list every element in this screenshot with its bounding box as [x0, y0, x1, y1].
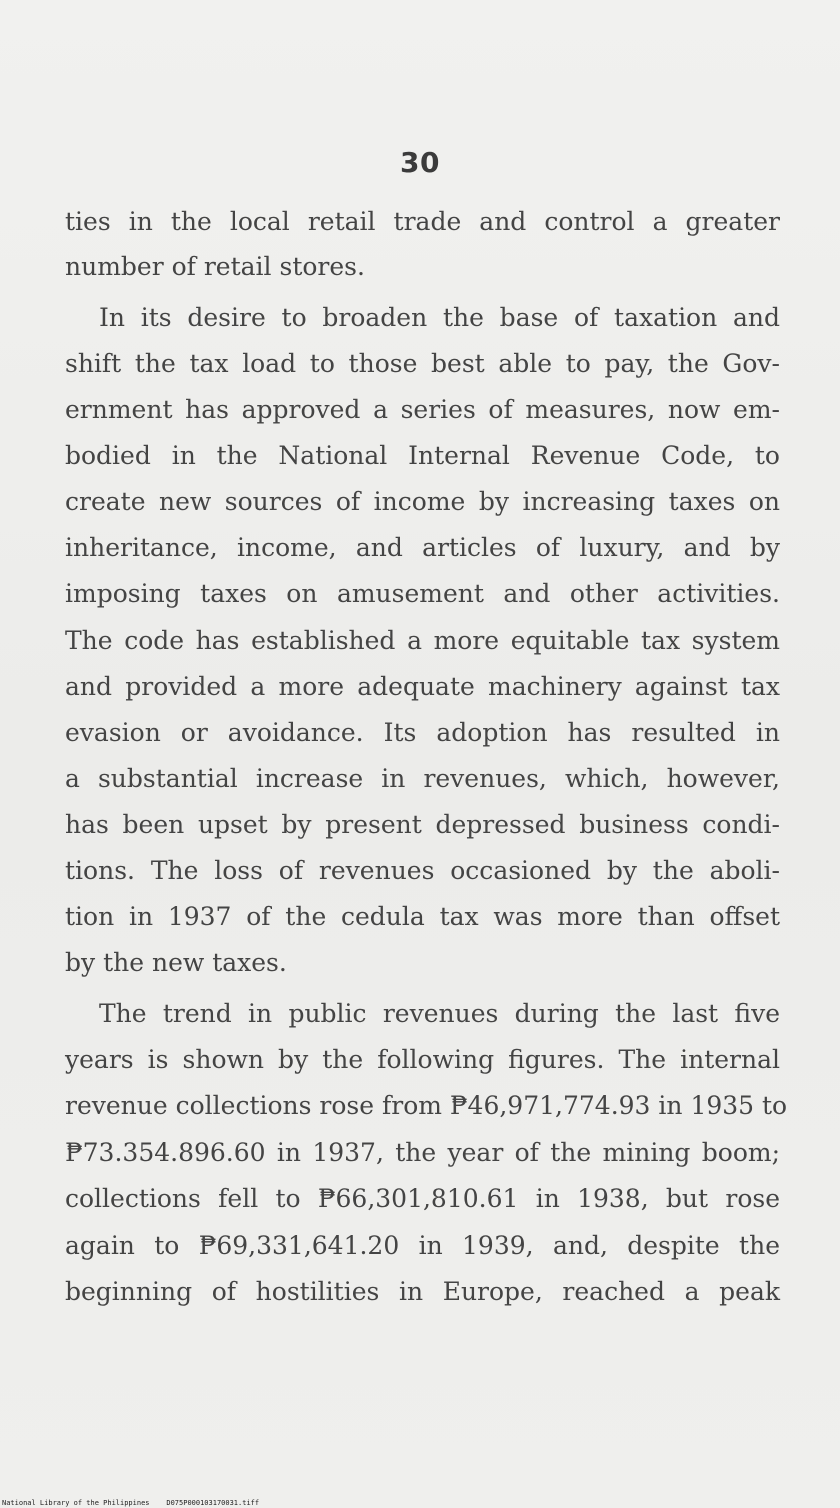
- text-line: revenue collections rose from ₱46,971,774.93 in 1935 to: [65, 1091, 788, 1120]
- text-line: tion in 1937 of the cedula tax was more than offset: [65, 902, 780, 931]
- text-line: bodied in the National Internal Revenue Code, to: [65, 441, 780, 470]
- text-line: again to ₱69,331,641.20 in 1939, and, despite the: [65, 1231, 780, 1260]
- text-line: ernment has approved a series of measures, now em-: [65, 395, 780, 424]
- text-line: and provided a more adequate machinery against tax: [65, 672, 780, 701]
- text-line: by the new taxes.: [65, 948, 287, 977]
- text-line: create new sources of income by increasing taxes on: [65, 487, 780, 516]
- text-line: shift the tax load to those best able to pay, the Gov-: [65, 349, 780, 378]
- text-line: inheritance, income, and articles of luxury, and by: [65, 533, 780, 562]
- text-line: The trend in public revenues during the last five: [99, 999, 780, 1028]
- text-line: evasion or avoidance. Its adoption has resulted in: [65, 718, 780, 747]
- text-line: years is shown by the following figures. The internal: [65, 1045, 780, 1074]
- scan-footer: [0, 1499, 261, 1508]
- text-line: ties in the local retail trade and control a greater: [65, 207, 780, 236]
- text-line: tions. The loss of revenues occasioned by the aboli-: [65, 856, 780, 885]
- text-line: a substantial increase in revenues, which, however,: [65, 764, 780, 793]
- text-line: imposing taxes on amusement and other activities.: [65, 579, 780, 608]
- footer-library: National Library of the Philippines: [2, 1499, 150, 1507]
- footer-file: D075P000103170031.tiff: [166, 1499, 260, 1507]
- text-line: has been upset by present depressed business condi-: [65, 810, 780, 839]
- page-number: 30: [400, 146, 440, 179]
- text-line: In its desire to broaden the base of taxation and: [99, 303, 780, 332]
- text-line: number of retail stores.: [65, 252, 365, 281]
- text-line: The code has established a more equitable tax system: [65, 626, 780, 655]
- text-line: ₱73.354.896.60 in 1937, the year of the mining boom;: [65, 1138, 780, 1167]
- text-line: collections fell to ₱66,301,810.61 in 1938, but rose: [65, 1184, 780, 1213]
- text-line: beginning of hostilities in Europe, reached a peak: [65, 1277, 780, 1306]
